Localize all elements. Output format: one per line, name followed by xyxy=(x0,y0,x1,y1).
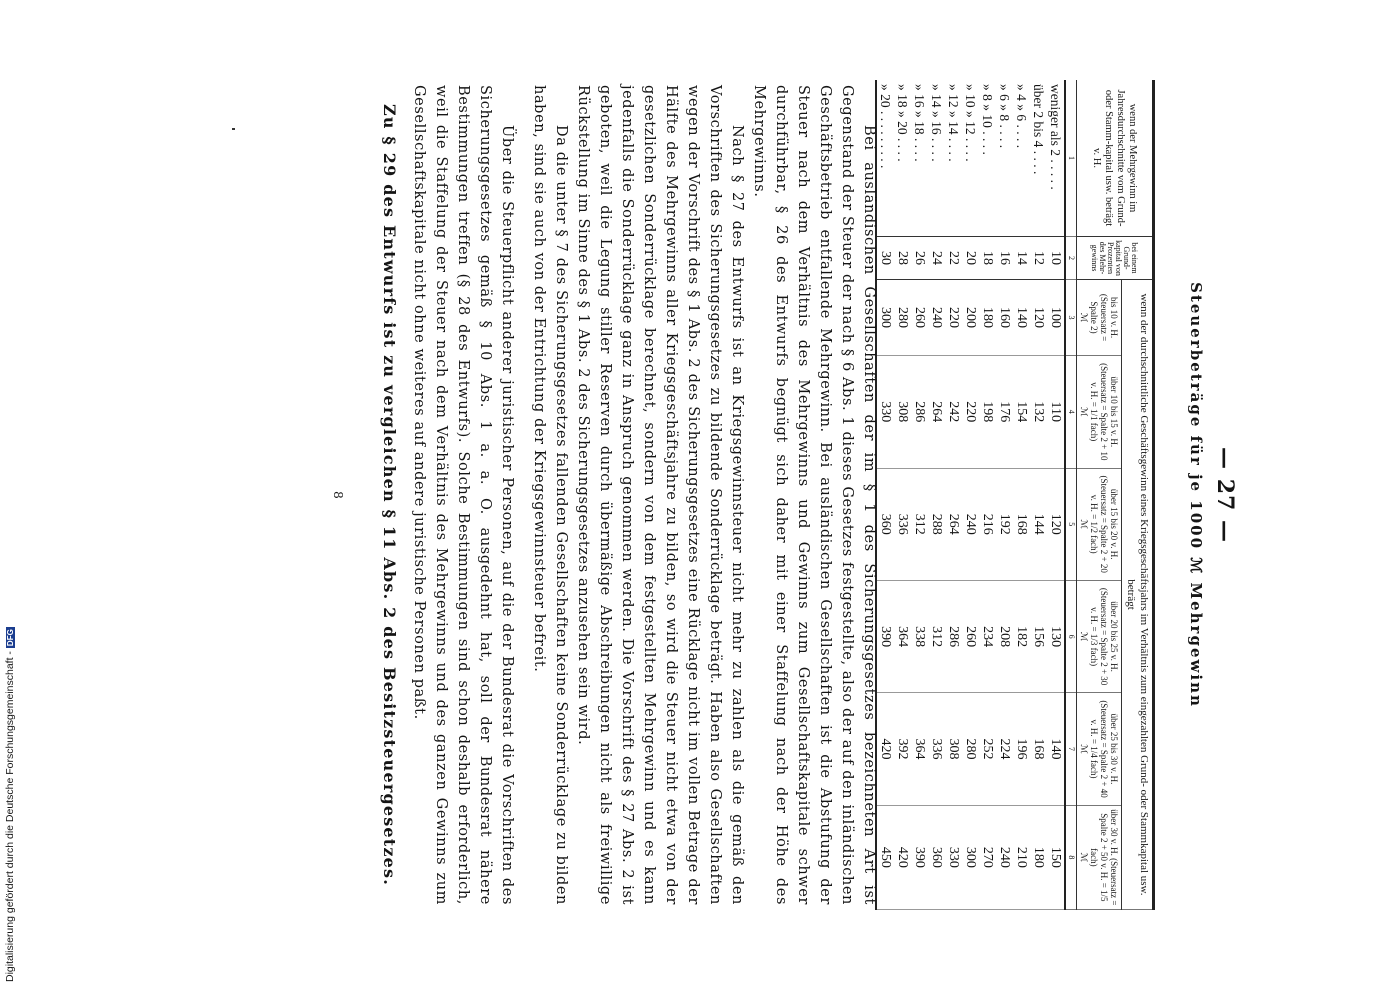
table-cell: 120 xyxy=(1047,468,1065,580)
table-cell: 100 xyxy=(1047,280,1065,356)
table-cell: 216 xyxy=(979,468,996,580)
tax-table-wrapper xyxy=(875,80,1155,910)
table-row xyxy=(996,80,1013,910)
table-cell: 110 xyxy=(1047,356,1065,468)
table-cell: 260 xyxy=(911,280,928,356)
table-cell: 168 xyxy=(1013,468,1030,580)
signature-mark: 8 xyxy=(331,491,345,499)
digitization-credit xyxy=(4,602,16,982)
col-number: 8 xyxy=(1065,805,1077,909)
table-cell: 364 xyxy=(894,580,911,692)
table-cell: 20 xyxy=(962,237,979,280)
col-number: 3 xyxy=(1065,280,1077,356)
table-cell: 24 xyxy=(928,237,945,280)
row-label: » 10 » 12 . . . . xyxy=(962,80,979,237)
table-cell: 330 xyxy=(945,805,962,909)
table-cell: 180 xyxy=(1030,805,1047,909)
col-number: 5 xyxy=(1065,468,1077,580)
table-row xyxy=(1047,80,1065,910)
table-cell: 130 xyxy=(1047,580,1065,692)
table-cell: 252 xyxy=(979,693,996,805)
table-cell: 180 xyxy=(979,280,996,356)
table-cell: 260 xyxy=(962,580,979,692)
table-cell: 140 xyxy=(1047,693,1065,805)
table-cell: 308 xyxy=(894,356,911,468)
table-row xyxy=(911,80,928,910)
paragraph: Über die Steuerpflicht anderer juristischer Personen, auf die der Bundesrat die Vorschriften des Sicherungsgesetzes gemäß § 10 Abs. 1 a. a. O. ausgedehnt hat, soll der Bundesrat nähere Bestimmungen treffen (§ 28 des Entwurfs). Solche Bestimmungen sind schon deshalb erforderlich, weil die Staffelung der Steuer nach dem Verhältnis des Mehrgewinns und des ganzen Gewinns zum Gesellschaftskapitale nicht ohne weiteres auf andere juristische Personen paßt. xyxy=(411,85,515,905)
tax-table xyxy=(875,80,1155,910)
section-heading: Zu § 29 des Entwurfs ist zu vergleichen § 11 Abs. 2 des Besitzsteuergesetzes. xyxy=(380,103,399,887)
body-text xyxy=(378,85,880,905)
row-label: weniger als 2 . . . . . xyxy=(1047,80,1065,237)
table-cell: 308 xyxy=(945,693,962,805)
table-cell: 420 xyxy=(894,805,911,909)
table-row xyxy=(1030,80,1047,910)
table-cell: 220 xyxy=(962,356,979,468)
table-cell: 120 xyxy=(1030,280,1047,356)
col1-header: wenn der Mehrgewinn im Jahresdurchschnitte vom Grund- oder Stamm-kapital usw. beträgt v. H. xyxy=(1077,80,1154,237)
row-label: » 20 . . . . . . . . . xyxy=(876,80,894,237)
table-cell: 338 xyxy=(911,580,928,692)
document-page xyxy=(100,25,1250,965)
table-row xyxy=(928,80,945,910)
row-label: » 12 » 14 . . . . xyxy=(945,80,962,237)
table-cell: 182 xyxy=(1013,580,1030,692)
table-cell: 30 xyxy=(876,237,894,280)
table-row xyxy=(894,80,911,910)
table-cell: 390 xyxy=(876,580,894,692)
dfg-logo-icon: DFG xyxy=(6,629,15,647)
table-cell: 420 xyxy=(876,693,894,805)
table-cell: 156 xyxy=(1030,580,1047,692)
row-label: » 16 » 18 . . . . xyxy=(911,80,928,237)
table-cell: 234 xyxy=(979,580,996,692)
table-cell: 200 xyxy=(962,280,979,356)
table-cell: 286 xyxy=(911,356,928,468)
table-cell: 264 xyxy=(945,468,962,580)
table-cell: 12 xyxy=(1030,237,1047,280)
table-cell: 280 xyxy=(962,693,979,805)
row-label: » 8 » 10 . . . . xyxy=(979,80,996,237)
paragraph: Bei ausländischen Gesellschaften der im § 1 des Sicherungsgesetzes bezeichneten Art ist Gegenstand der Steuer der nach § 6 Abs. 1 dieses Gesetzes festgestellte, also der auf den inländischen Geschäftsbetrieb entfallende Mehrgewinn. Bei ausländischen Gesellschaften ist die Abstufung der Steuer nach dem Verhältnis des Mehrgewinns und Gewinns zum Gesellschaftskapitale schwer durchführbar, § 26 des Entwurfs begnügt sich daher mit einer Staffelung nach der Höhe des Mehrgewinns. xyxy=(751,85,877,905)
row-label: » 6 » 8 . . . . xyxy=(996,80,1013,237)
sub-header: bis 10 v. H. (Steuersatz = Spalte 2) ℳ xyxy=(1077,280,1122,356)
sub-header: über 10 bis 15 v. H. (Steuersatz = Spalte 2 + 10 v. H. = 1/1 fach) ℳ xyxy=(1077,356,1122,468)
table-cell: 270 xyxy=(979,805,996,909)
table-cell: 144 xyxy=(1030,468,1047,580)
table-cell: 300 xyxy=(962,805,979,909)
sub-header: über 30 v. H. (Steuersatz = Spalte 2 + 50 v. H. = 1/5 fach) ℳ xyxy=(1077,805,1122,909)
table-cell: 242 xyxy=(945,356,962,468)
table-cell: 450 xyxy=(876,805,894,909)
table-cell: 286 xyxy=(945,580,962,692)
table-row xyxy=(962,80,979,910)
table-cell: 140 xyxy=(1013,280,1030,356)
page-number: — 27 — xyxy=(1212,447,1238,543)
table-cell: 264 xyxy=(928,356,945,468)
row-label: » 14 » 16 . . . . xyxy=(928,80,945,237)
col-number: 4 xyxy=(1065,356,1077,468)
table-cell: 240 xyxy=(996,805,1013,909)
table-row xyxy=(979,80,996,910)
sub-header: über 20 bis 25 v. H. (Steuersatz = Spalte 2 + 30 v. H. = 1/3 fach) ℳ xyxy=(1077,580,1122,692)
table-cell: 22 xyxy=(945,237,962,280)
sub-header: über 15 bis 20 v. H. (Steuersatz = Spalte 2 + 20 v. H. = 1/2 fach) ℳ xyxy=(1077,468,1122,580)
table-cell: 176 xyxy=(996,356,1013,468)
table-cell: 192 xyxy=(996,468,1013,580)
table-cell: 360 xyxy=(876,468,894,580)
table-cell: 280 xyxy=(894,280,911,356)
col1-unit: v. H. xyxy=(1091,147,1103,169)
table-row xyxy=(1013,80,1030,910)
table-cell: 168 xyxy=(1030,693,1047,805)
table-cell: 364 xyxy=(911,693,928,805)
col-number: 6 xyxy=(1065,580,1077,692)
span-header: wenn der durchschnittliche Geschäftsgewinn eines Kriegsgeschäftsjahrs im Verhältnis zum eingezahlten Grund- oder Stammkapital usw. beträgt xyxy=(1122,280,1154,910)
col-number: 2 xyxy=(1065,237,1077,280)
table-cell: 220 xyxy=(945,280,962,356)
table-cell: 224 xyxy=(996,693,1013,805)
row-label: » 4 » 6 . . . . xyxy=(1013,80,1030,237)
row-label: über 2 bis 4 . . . . xyxy=(1030,80,1047,237)
table-cell: 198 xyxy=(979,356,996,468)
table-cell: 160 xyxy=(996,280,1013,356)
table-cell: 312 xyxy=(928,580,945,692)
table-cell: 150 xyxy=(1047,805,1065,909)
table-cell: 210 xyxy=(1013,805,1030,909)
table-cell: 288 xyxy=(928,468,945,580)
digitization-credit-text: Digitalisierung gefördert durch die Deutsche Forschungsgemeinschaft - xyxy=(4,651,16,982)
col2-header: bei einem Grund-kapital von Prozenten des Mehr-gewinns xyxy=(1077,237,1154,280)
col-number: 7 xyxy=(1065,693,1077,805)
table-cell: 312 xyxy=(911,468,928,580)
table-cell: 154 xyxy=(1013,356,1030,468)
table-cell: 18 xyxy=(979,237,996,280)
table-cell: 390 xyxy=(911,805,928,909)
paragraph: Da die unter § 7 des Sicherungsgesetzes fallenden Gesellschaften keine Sonderrücklage zu bilden haben, sind sie auch von der Entrichtung der Kriegsgewinnsteuer befreit. xyxy=(531,85,569,905)
table-cell: 16 xyxy=(996,237,1013,280)
table-row xyxy=(945,80,962,910)
table-cell: 392 xyxy=(894,693,911,805)
row-label: » 18 » 20 . . . . xyxy=(894,80,911,237)
table-cell: 336 xyxy=(894,468,911,580)
table-cell: 240 xyxy=(962,468,979,580)
paragraph: Nach § 27 des Entwurfs ist an Kriegsgewinnsteuer nicht mehr zu zahlen als die gemäß den Vorschriften des Sicherungsgesetzes zu bildende Sonderrücklage beträgt. Haben also Gesellschaften wegen der Vorschrift des § 1 Abs. 2 des Sicherungsgesetzes eine Rücklage nicht im vollen Betrage der Hälfte des Mehrgewinns aller Kriegsgeschäftsjahre zu bilden, so wird die Steuer nicht etwa von der gesetzlichen Sonderrücklage berechnet, sondern von dem festgestellten Mehrgewinn und es kann jedenfalls die Sonderrücklage ganz in Anspruch genommen werden. Die Vorschrift des § 27 Abs. 2 ist geboten, weil die Legung stiller Reserven durch übermäßige Abschreibungen nicht als freiwillige Rückstellung im Sinne des § 1 Abs. 2 des Sicherungsgesetzes anzusehen sein wird. xyxy=(575,85,745,905)
table-cell: 132 xyxy=(1030,356,1047,468)
table-cell: 14 xyxy=(1013,237,1030,280)
table-cell: 196 xyxy=(1013,693,1030,805)
table-cell: 330 xyxy=(876,356,894,468)
col-number: 1 xyxy=(1065,80,1077,237)
table-cell: 208 xyxy=(996,580,1013,692)
digitization-sidebar xyxy=(0,0,22,1000)
table-cell: 26 xyxy=(911,237,928,280)
table-cell: 360 xyxy=(928,805,945,909)
sub-header: über 25 bis 30 v. H. (Steuersatz = Spalte 2 + 40 v. H. = 1/4 fach) ℳ xyxy=(1077,693,1122,805)
table-body xyxy=(876,80,1065,910)
table-cell: 240 xyxy=(928,280,945,356)
table-cell: 336 xyxy=(928,693,945,805)
table-title: Steuerbeträge für je 1000 ℳ Mehrgewinn xyxy=(1187,282,1205,708)
table-cell: 10 xyxy=(1047,237,1065,280)
table-cell: 28 xyxy=(894,237,911,280)
table-cell: 300 xyxy=(876,280,894,356)
